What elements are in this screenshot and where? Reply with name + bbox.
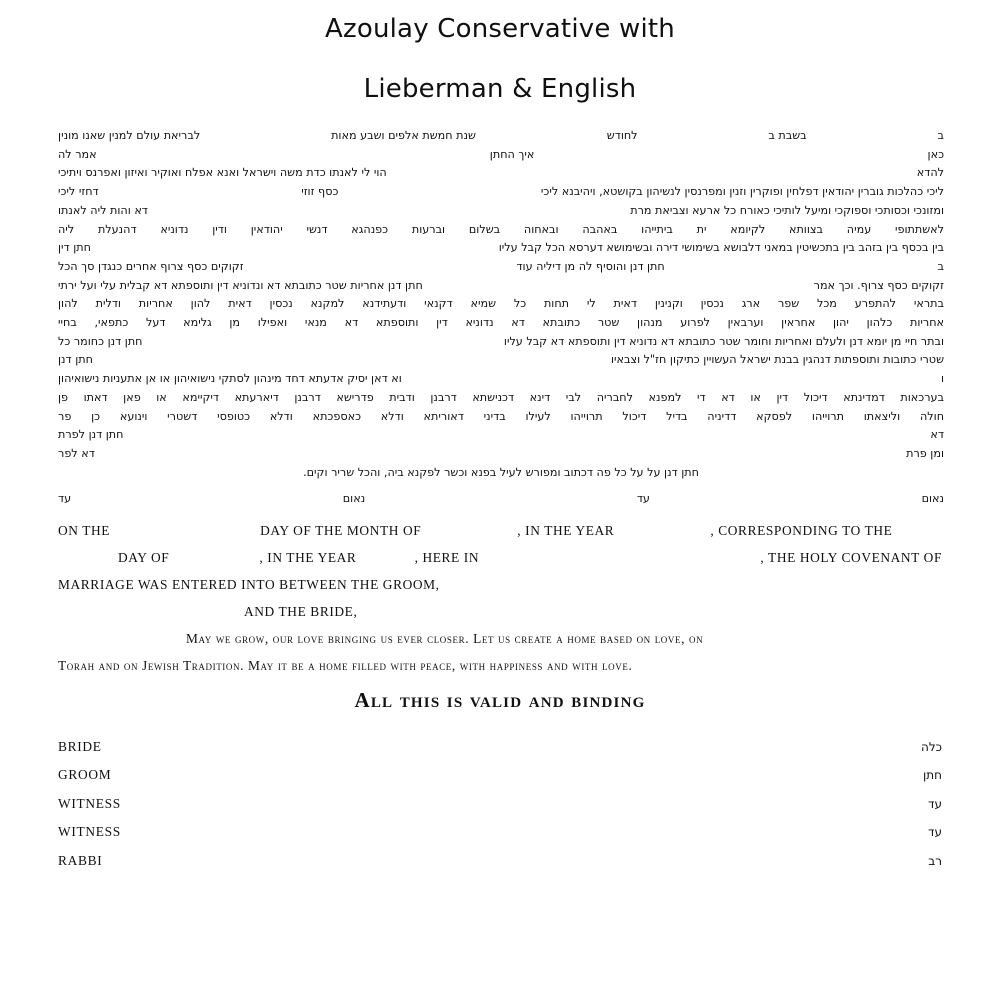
- english-segment: , IN THE YEAR: [517, 522, 615, 538]
- document-title: [0, 0, 1000, 102]
- signature-row-bride[interactable]: [58, 739, 942, 755]
- signature-row-witness-1[interactable]: [58, 796, 942, 812]
- hebrew-line: חתן דנן על על כל פה דכתוב ומפורש לעיל בפנא וכשר לפקנא ביה, והכל שריר וקים.: [303, 465, 699, 479]
- hebrew-line: [58, 205, 944, 216]
- signature-row-witness-2[interactable]: [58, 824, 942, 840]
- valid-and-binding-heading: All this is valid and binding: [354, 687, 646, 712]
- hebrew-segment: ב: [937, 129, 944, 142]
- signature-block: [0, 739, 1000, 869]
- signature-label-english: WITNESS: [58, 824, 121, 840]
- hebrew-segment: וא דאן יסיק אדעתא דחד מינהון לסתקי נישואיהון או אן אתעניות נישואיהון: [58, 372, 402, 386]
- hebrew-line: [58, 336, 944, 347]
- english-segment: , HERE IN: [414, 549, 480, 565]
- hebrew-line: [58, 261, 944, 272]
- fill-in-blank[interactable]: [110, 523, 260, 539]
- hebrew-segment: לבריאת עולם למנין שאנו מונין: [58, 129, 201, 142]
- hebrew-segment: בין בכסף בין בזהב בין בתכשיטין במאני דלבושא בשימושי דירה ובשימושא דערסא הכל קבל עליו: [498, 241, 944, 255]
- english-line-5: May we grow, our love bringing us ever closer. Let us create a home based on love, on: [186, 630, 704, 646]
- hebrew-segment: ב: [937, 259, 944, 273]
- hebrew-witness-label: עד: [58, 491, 72, 505]
- hebrew-segment: חתן דנן והוסיף לה מן דיליה עוד: [516, 259, 665, 273]
- hebrew-line: לאשתתופי עמיה בצוותא לקיומא ית ביתייהו באהבה ובאחוה בשלום וברעות כפנהגא דנשי יהודאין ודין נדוניא דהנעלת ליה: [58, 222, 944, 236]
- fill-in-blank[interactable]: [620, 550, 761, 566]
- hebrew-segment: דא והות ליה לאנתו: [58, 203, 148, 217]
- hebrew-line: [58, 167, 944, 178]
- hebrew-segment: הוי לי לאנתו כדת משה וישראל ואנא אפלח ואוקיר ואיזון ואפרנס ויתיכי: [58, 166, 387, 180]
- hebrew-segment: בשבת ב: [768, 129, 807, 142]
- english-segment: , IN THE YEAR: [259, 549, 357, 565]
- hebrew-segment: ליכי כהלכות גוברין יהודאין דפלחין ופוקרין וזנין ומפרנסין לנשיהון בקושטא, ויהיבנא ליכי: [540, 185, 944, 199]
- signature-label-hebrew: עד: [927, 796, 942, 811]
- hebrew-witness-label: נאום: [921, 491, 944, 505]
- hebrew-line: בערכאות דמדינתא דיכול דין או דא די למפנא לחבריה לבי דינא דכנישתא דרבנן ודבית פדרישא דרבנן דיארעתא דיקיימא או פאן דאתו פן: [58, 390, 944, 404]
- fill-in-blank[interactable]: [479, 550, 620, 566]
- english-segment: , CORRESPONDING TO THE: [710, 522, 893, 538]
- fill-in-blank[interactable]: [356, 550, 414, 566]
- signature-label-hebrew: רב: [928, 853, 942, 868]
- fill-in-blank[interactable]: [169, 550, 259, 566]
- hebrew-line: [58, 354, 944, 365]
- hebrew-segment: דא: [930, 428, 944, 442]
- english-segment: DAY OF THE MONTH OF: [260, 522, 422, 538]
- title-line-2: Lieberman & English: [363, 74, 637, 104]
- hebrew-segment: להדא: [916, 166, 944, 180]
- english-line-1: [58, 523, 942, 539]
- hebrew-segment: ומן פרת: [906, 446, 944, 460]
- hebrew-segment: דחזי ליכי: [58, 185, 99, 199]
- hebrew-segment: דא לפר: [58, 446, 95, 460]
- hebrew-line: אחריות כלהון יהון אחראין וערבאין לפרוע מנהון שטר כתובתא דא נדוניא דין ותוספתא דא מנאי ואפילו מן גלימא דעל כתפאי, בחיי: [58, 316, 944, 330]
- english-body: [0, 523, 1000, 713]
- hebrew-segment: חתן דנן אחריות שטר כתובתא דא ונדוניא דין ותוספתא דא קבלית עלי ועל ירתי: [58, 278, 423, 292]
- hebrew-segment: חתן דנן כחומר כל: [58, 334, 143, 348]
- english-segment: DAY OF: [118, 549, 170, 565]
- signature-label-english: GROOM: [58, 767, 112, 783]
- hebrew-line: [58, 373, 944, 384]
- hebrew-segment: כסף זוזי: [301, 185, 339, 199]
- signature-label-english: WITNESS: [58, 795, 121, 811]
- hebrew-segment: ובתר חיי מן יומא דנן ולעלם ואחריות וחומר שטר כתובתא דא נדוניא דין ותוספתא דא קבל עליו: [503, 334, 944, 348]
- signature-row-groom[interactable]: [58, 767, 942, 783]
- hebrew-witness-labels: [58, 492, 944, 505]
- hebrew-segment: שנת חמשת אלפים ושבע מאות: [331, 129, 476, 142]
- signature-row-rabbi[interactable]: [58, 853, 942, 869]
- hebrew-segment: איך החתן: [489, 147, 535, 161]
- fill-in-blank[interactable]: [614, 523, 710, 539]
- hebrew-segment: חתן דנן: [58, 353, 93, 367]
- hebrew-segment: לחודש: [606, 129, 638, 142]
- hebrew-line: [58, 429, 944, 440]
- hebrew-line: [58, 448, 944, 459]
- hebrew-segment: אמר לה: [58, 147, 97, 161]
- hebrew-segment: ומזונכי וכסותכי וספוקכי ומיעל לותיכי כאורח כל ארעא וצביאת מרת: [630, 203, 944, 217]
- english-segment: , THE HOLY COVENANT OF: [760, 549, 942, 565]
- hebrew-line: [58, 149, 944, 160]
- title-line-1: Azoulay Conservative with: [325, 14, 675, 44]
- hebrew-segment: חתן דנן לפרת: [58, 428, 124, 442]
- hebrew-witness-label: עד: [636, 491, 650, 505]
- hebrew-line: בתראי להתפרע מכל שפר ארג נכסין וקנינין דאית לי תחות כל שמיא דקנאי ודעתידנא למקנא נכסין דאית להון אחריות ודלית להון: [58, 297, 944, 311]
- hebrew-line: [58, 242, 944, 253]
- hebrew-segment: ו: [940, 372, 944, 386]
- hebrew-segment: זקוקים כסף צרוף. וכך אמר: [813, 278, 944, 292]
- hebrew-segment: שטרי כתובות ותוספתות דנהגין בבנת ישראל העשויין כתיקון חז"ל וצבאיו: [610, 353, 944, 367]
- hebrew-segment: חתן דין: [58, 241, 91, 255]
- hebrew-segment: כאן: [927, 147, 944, 161]
- hebrew-segment: זקוקים כסף צרוף אחרים כנגדן סך הכל: [58, 259, 244, 273]
- hebrew-line: [58, 186, 944, 197]
- english-line-2: [58, 550, 942, 566]
- signature-label-english: RABBI: [58, 852, 103, 868]
- hebrew-line: [58, 280, 944, 291]
- hebrew-line: חולה וליצאתו תרוייהו לפסקא דדיניה בדיל דיכול תרוייהו לעילו בדיני דאוריתא ודלא כאספכתא ודלא כטופסי דשטרי וינועא כן פר: [58, 409, 944, 423]
- fill-in-blank[interactable]: [421, 523, 517, 539]
- english-line-6: Torah and on Jewish Tradition. May it be a home filled with peace, with happiness and with love.: [58, 657, 633, 673]
- signature-label-hebrew: כלה: [920, 739, 942, 754]
- english-line-3: MARRIAGE WAS ENTERED INTO BETWEEN THE GROOM,: [58, 576, 440, 592]
- english-segment: ON THE: [58, 522, 111, 538]
- signature-label-hebrew: עד: [927, 825, 942, 840]
- english-line-4: AND THE BRIDE,: [244, 603, 358, 619]
- signature-label-english: BRIDE: [58, 738, 102, 754]
- hebrew-witness-label: נאום: [342, 491, 366, 505]
- signature-label-hebrew: חתן: [923, 768, 942, 783]
- hebrew-line: [58, 130, 944, 141]
- hebrew-body: [0, 130, 1000, 505]
